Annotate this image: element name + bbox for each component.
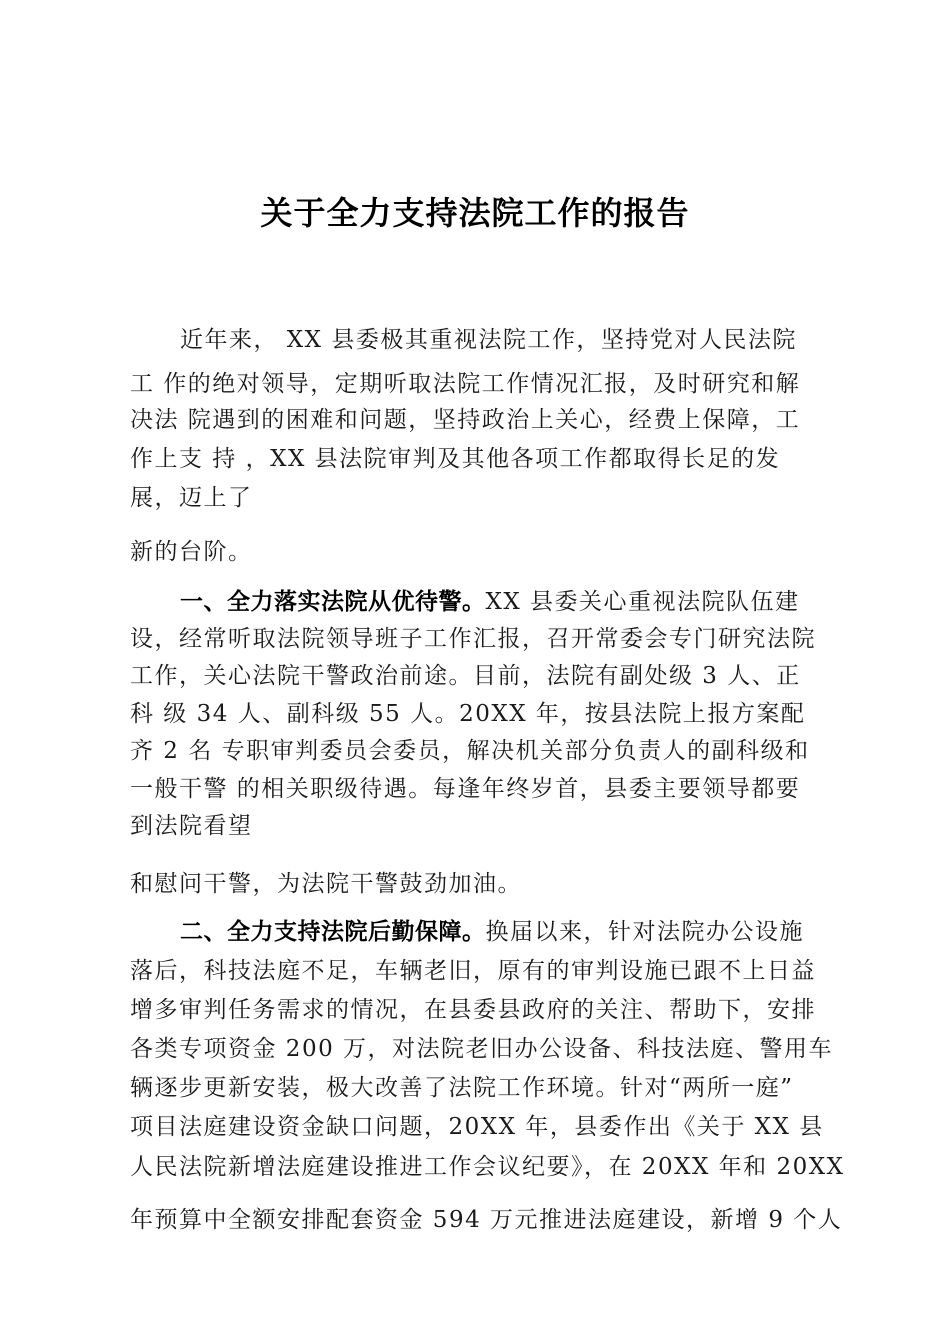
section2-line: 辆逐步更新安装，极大改善了法院工作环境。针对“两所一庭” — [130, 1075, 794, 1101]
section2-line: 人民法院新增法庭建设推进工作会议纪要》，在 20XX 年和 20XX — [130, 1154, 845, 1180]
section2-line: 落后，科技法庭不足，车辆老旧，原有的审判设施已跟不上日益 — [130, 958, 816, 984]
intro-line: 决法 院遇到的困难和问题，坚持政治上关心，经费上保障，工 — [130, 407, 801, 433]
section2-heading: 二、全力支持法院后勤保障。 — [180, 919, 486, 945]
section1-line: 到法院看望 — [130, 813, 253, 839]
section1-first-line — [180, 588, 800, 616]
section1-line: 设，经常听取法院领导班子工作汇报，召开常委会专门研究法院 — [130, 626, 816, 652]
section1-line: 一般干警 的相关职级待遇。每逢年终岁首，县委主要领导都要 — [130, 776, 801, 802]
section1-line: 齐 2 名 专职审判委员会委员，解决机关部分负责人的副科级和 — [130, 738, 810, 764]
document-title: 关于全力支持法院工作的报告 — [260, 194, 690, 232]
section2-line: 各类专项资金 200 万，对法院老旧办公设备、科技法庭、警用车 — [130, 1036, 834, 1062]
section2-line: 年预算中全额安排配套资金 594 万元推进法庭建设，新增 9 个人 — [130, 1207, 843, 1233]
section2-first-line — [180, 918, 804, 946]
intro-line: 工 作的绝对领导，定期听取法院工作情况汇报，及时研究和解 — [130, 371, 801, 397]
section1-line: 和慰问干警，为法院干警鼓劲加油。 — [130, 871, 522, 897]
intro-line: 新的台阶。 — [130, 539, 253, 565]
intro-line: 作上支 持 ，XX 县法院审判及其他各项工作都取得长足的发 — [130, 446, 781, 472]
section2-line: 项目法庭建设资金缺口问题，20XX 年，县委作出《关于 XX 县 — [130, 1114, 824, 1140]
section1-line: 科 级 34 人、副科级 55 人。20XX 年，按县法院上报方案配 — [130, 701, 806, 727]
section1-first-line-text: XX 县委关心重视法院队伍建 — [485, 589, 800, 615]
section1-line: 工作，关心法院干警政治前途。目前，法院有副处级 3 人、正 — [130, 663, 801, 689]
intro-line: 近年来， XX 县委极其重视法院工作，坚持党对人民法院 — [180, 327, 797, 353]
intro-line: 展，迈上了 — [130, 485, 253, 511]
section1-heading: 一、全力落实法院从优待警。 — [180, 589, 486, 615]
section2-line: 增多审判任务需求的情况，在县委县政府的关注、帮助下，安排 — [130, 997, 816, 1023]
section2-first-line-text: 换届以来，针对法院办公设施 — [485, 919, 804, 945]
